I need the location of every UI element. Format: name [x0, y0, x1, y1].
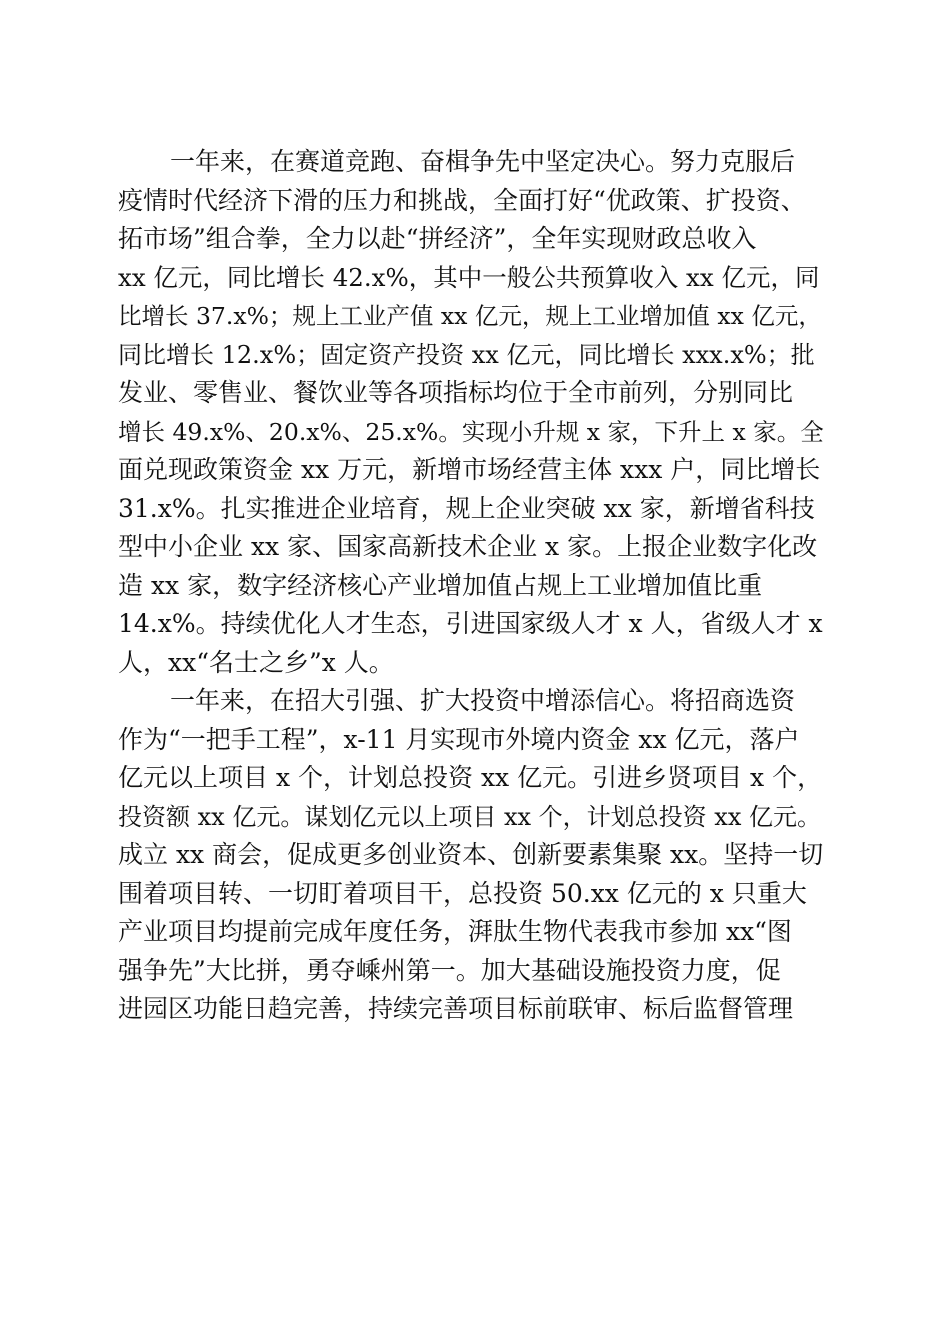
paragraph-line: 增长 49.x%、20.x%、25.x%。实现小升规 x 家，下升上 x 家。全	[118, 417, 824, 446]
paragraph-line: 进园区功能日趋完善，持续完善项目标前联审、标后监督管理	[118, 994, 794, 1023]
paragraph-line: 作为“一把手工程”，x-11 月实现市外境内资金 xx 亿元，落户	[118, 724, 800, 754]
paragraph-line: 亿元以上项目 x 个，计划总投资 xx 亿元。引进乡贤项目 x 个，	[118, 763, 823, 792]
paragraph-line: 产业项目均提前完成年度任务，湃肽生物代表我市参加 xx“图	[118, 917, 792, 946]
paragraph-line: 14.x%。持续优化人才生态，引进国家级人才 x 人，省级人才 x	[118, 609, 823, 638]
paragraph-line: 人，xx“名士之乡”x 人。	[118, 647, 394, 677]
paragraph-line: xx 亿元，同比增长 42.x%，其中一般公共预算收入 xx 亿元，同	[118, 262, 820, 292]
paragraph-line: 同比增长 12.x%；固定资产投资 xx 亿元，同比增长 xxx.x%；批	[118, 340, 815, 369]
paragraph-line: 发业、零售业、餐饮业等各项指标均位于全市前列，分别同比	[118, 378, 794, 407]
paragraph-line: 造 xx 家，数字经济核心产业增加值占规上工业增加值比重	[118, 570, 763, 600]
paragraph-line: 疫情时代经济下滑的压力和挑战，全面打好“优政策、扩投资、	[118, 185, 806, 215]
paragraph-line: 强争先”大比拼，勇夺嵊州第一。加大基础设施投资力度，促	[118, 955, 781, 985]
document-body	[118, 143, 828, 1029]
paragraph-2	[118, 682, 828, 1029]
paragraph-line: 成立 xx 商会，促成更多创业资本、创新要素集聚 xx。坚持一切	[118, 840, 824, 869]
paragraph-line: 一年来，在赛道竞跑、奋楫争先中坚定决心。努力克服后	[170, 147, 796, 176]
paragraph-line: 31.x%。扎实推进企业培育，规上企业突破 xx 家，新增省科技	[118, 493, 815, 523]
paragraph-line: 一年来，在招大引强、扩大投资中增添信心。将招商选资	[170, 686, 796, 715]
paragraph-line: 围着项目转、一切盯着项目干，总投资 50.xx 亿元的 x 只重大	[118, 878, 807, 908]
paragraph-line: 型中小企业 xx 家、国家高新技术企业 x 家。上报企业数字化改	[118, 532, 818, 561]
paragraph-line: 比增长 37.x%；规上工业产值 xx 亿元，规上工业增加值 xx 亿元，	[118, 302, 822, 330]
paragraph-line: 面兑现政策资金 xx 万元，新增市场经营主体 xxx 户，同比增长	[118, 455, 821, 484]
paragraph-1	[118, 143, 828, 682]
paragraph-line: 拓市场”组合拳，全力以赴“拼经济”，全年实现财政总收入	[118, 224, 757, 253]
paragraph-line: 投资额 xx 亿元。谋划亿元以上项目 xx 个，计划总投资 xx 亿元。	[118, 802, 821, 831]
